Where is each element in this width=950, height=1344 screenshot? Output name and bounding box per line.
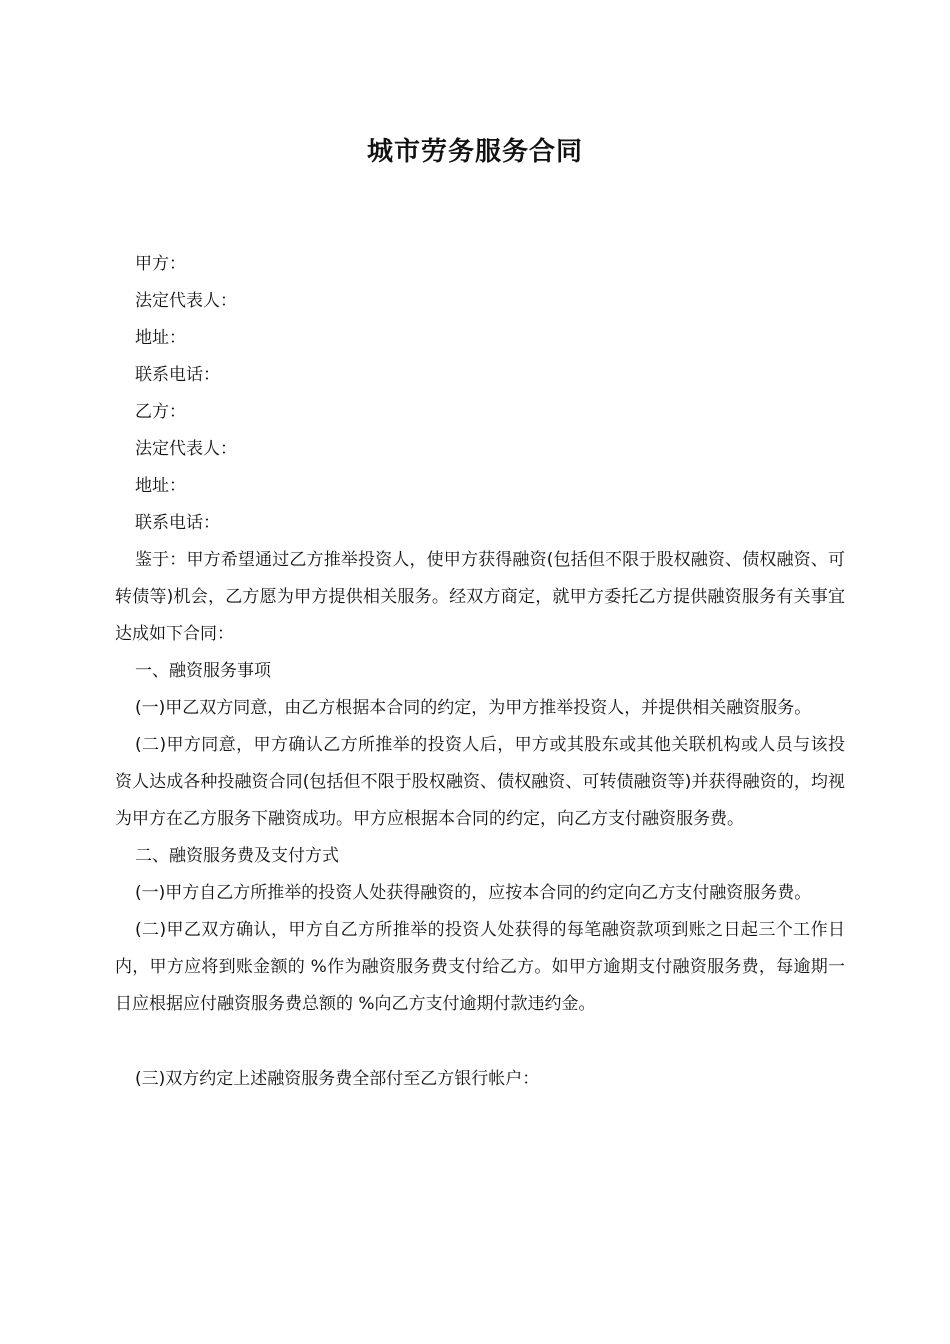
clause-paragraph: (一)甲乙双方同意，由乙方根据本合同的约定，为甲方推举投资人，并提供相关融资服务。 (135, 698, 812, 718)
party-a-address-field: 地址： (135, 328, 186, 348)
document-body (115, 246, 845, 1098)
document-title: 城市劳务服务合同 (366, 137, 583, 167)
party-b-phone-field: 联系电话： (135, 513, 220, 533)
clause-paragraph: (二)甲乙双方确认，甲方自乙方所推举的投资人处获得的每笔融资款项到账之日起三个工作日内，甲方应将到账金额的 %作为融资服务费支付给乙方。如甲方逾期支付融资服务费，每逾期一日应根据应付融资服务费总额的 %向乙方支付逾期付款违约金。 (115, 920, 845, 1014)
party-a-phone-field: 联系电话： (135, 365, 220, 385)
party-a-representative-field: 法定代表人： (135, 291, 237, 311)
section-heading: 一、融资服务事项 (135, 661, 271, 681)
party-a-field: 甲方： (135, 254, 186, 274)
recital-paragraph: 鉴于：甲方希望通过乙方推举投资人，使甲方获得融资(包括但不限于股权融资、债权融资、可转债等)机会，乙方愿为甲方提供相关服务。经双方商定，就甲方委托乙方提供融资服务有关事宜达成如下合同： (115, 550, 845, 644)
party-b-field: 乙方： (135, 402, 186, 422)
party-b-representative-field: 法定代表人： (135, 439, 237, 459)
clause-paragraph: (一)甲方自乙方所推举的投资人处获得融资的，应按本合同的约定向乙方支付融资服务费。 (135, 883, 812, 903)
section-heading: 二、融资服务费及支付方式 (135, 846, 339, 866)
clause-paragraph: (三)双方约定上述融资服务费全部付至乙方银行帐户： (135, 1069, 540, 1089)
clause-paragraph: (二)甲方同意，甲方确认乙方所推举的投资人后，甲方或其股东或其他关联机构或人员与该投资人达成各种投融资合同(包括但不限于股权融资、债权融资、可转债融资等)并获得融资的，均视为甲方在乙方服务下融资成功。甲方应根据本合同的约定，向乙方支付融资服务费。 (115, 735, 845, 829)
party-b-address-field: 地址： (135, 476, 186, 496)
